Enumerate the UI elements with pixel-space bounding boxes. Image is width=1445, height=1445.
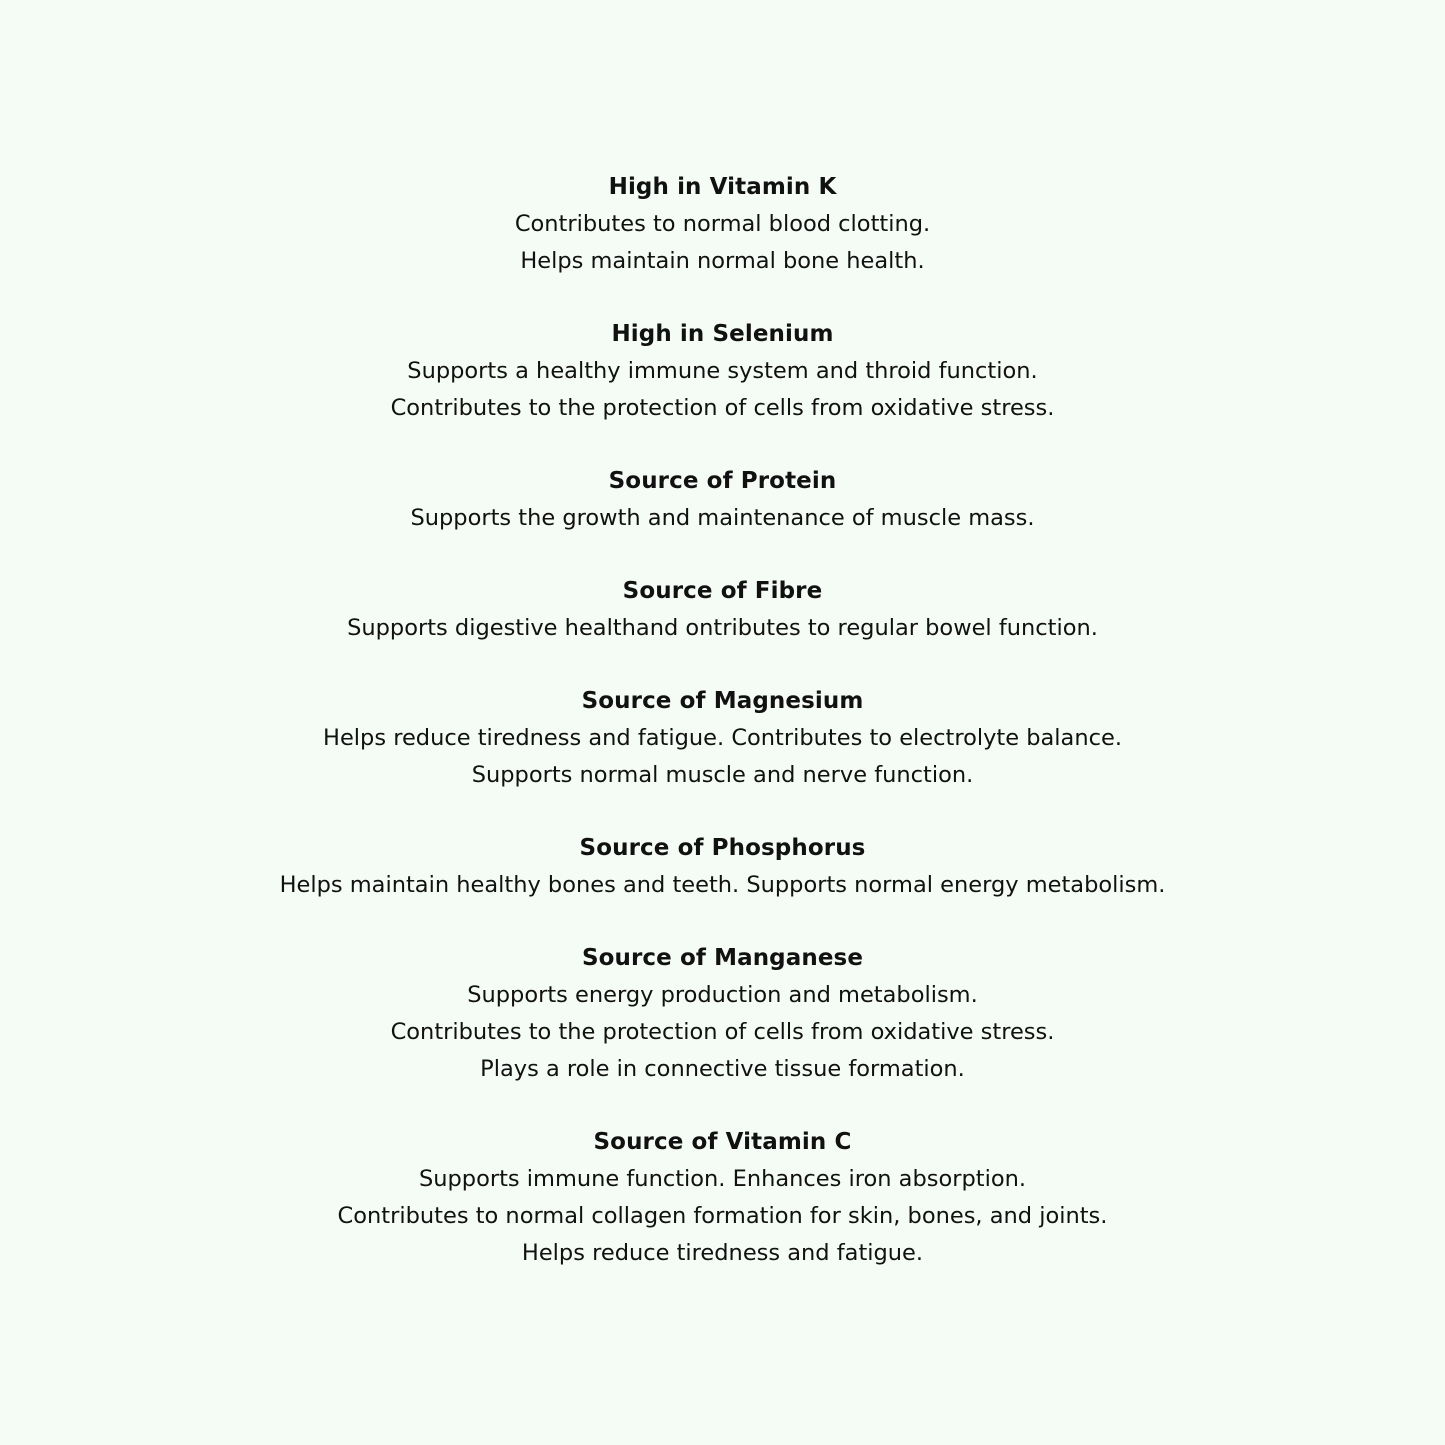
nutrition-claims-list	[0, 169, 1445, 1308]
claim-title: High in Selenium	[611, 321, 834, 347]
claim-title: Source of Vitamin C	[593, 1129, 852, 1155]
claim-line: Supports digestive healthand ontributes to regular bowel function.	[347, 615, 1098, 641]
claim-title: Source of Manganese	[581, 945, 864, 971]
claim-line: Contributes to the protection of cells from oxidative stress.	[390, 395, 1055, 421]
claim-section-magnesium	[0, 683, 1445, 794]
claim-line: Helps maintain normal bone health.	[520, 248, 925, 274]
claim-line: Supports immune function. Enhances iron absorption.	[418, 1166, 1027, 1192]
claim-line: Contributes to normal blood clotting.	[514, 211, 931, 237]
claim-title: High in Vitamin K	[608, 174, 837, 200]
claim-line: Supports a healthy immune system and throid function.	[407, 358, 1038, 384]
claim-title: Source of Fibre	[622, 578, 823, 604]
claim-title: Source of Phosphorus	[579, 835, 866, 861]
claim-title: Source of Protein	[608, 468, 837, 494]
claim-section-vitamin-k	[0, 169, 1445, 280]
claim-line: Supports the growth and maintenance of muscle mass.	[410, 505, 1035, 531]
claim-line: Helps reduce tiredness and fatigue.	[521, 1240, 924, 1266]
claim-section-selenium	[0, 316, 1445, 427]
claim-section-protein	[0, 463, 1445, 537]
claim-line: Supports energy production and metabolism.	[467, 982, 978, 1008]
claim-line: Supports normal muscle and nerve function.	[471, 762, 974, 788]
claim-line: Contributes to the protection of cells from oxidative stress.	[390, 1019, 1055, 1045]
claim-section-manganese	[0, 940, 1445, 1088]
claim-line: Plays a role in connective tissue formation.	[480, 1056, 965, 1082]
claim-line: Helps maintain healthy bones and teeth. Supports normal energy metabolism.	[279, 872, 1166, 898]
claim-section-phosphorus	[0, 830, 1445, 904]
claim-line: Contributes to normal collagen formation for skin, bones, and joints.	[337, 1203, 1108, 1229]
claim-title: Source of Magnesium	[581, 688, 864, 714]
claim-section-vitamin-c	[0, 1124, 1445, 1272]
claim-section-fibre	[0, 573, 1445, 647]
claim-line: Helps reduce tiredness and fatigue. Contributes to electrolyte balance.	[323, 725, 1122, 751]
